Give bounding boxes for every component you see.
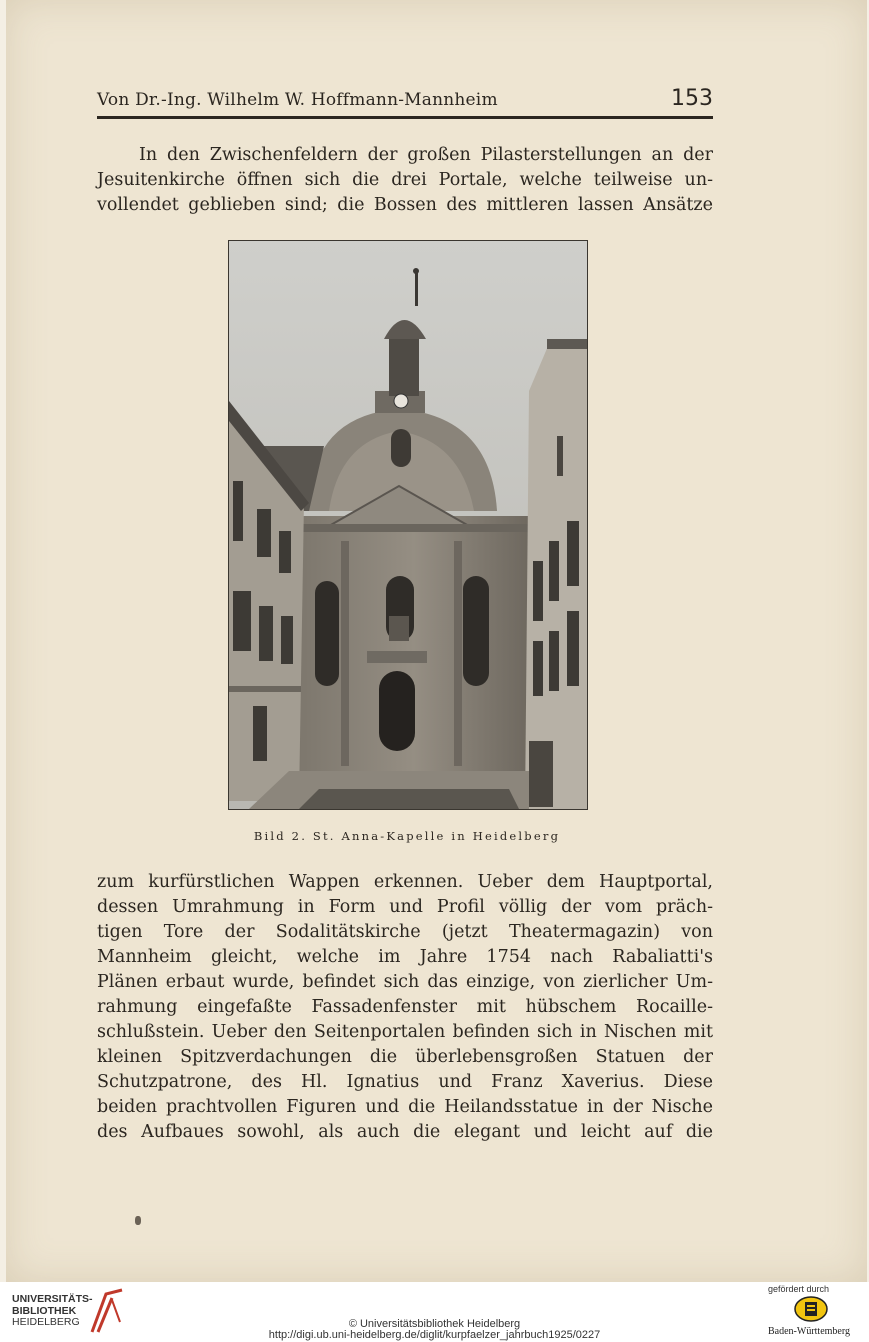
paragraph-2 bbox=[97, 870, 713, 1145]
text-line: Jesuitenkirche öffnen sich die drei Portale, welche teilweise un- bbox=[97, 170, 713, 190]
figure-caption: Bild 2. St. Anna-Kapelle in Heidelberg bbox=[253, 829, 561, 843]
running-header bbox=[97, 86, 713, 116]
photo-illustration bbox=[229, 241, 587, 809]
text-line: Schutzpatrone, des Hl. Ignatius und Franz Xaverius. Diese bbox=[97, 1072, 713, 1092]
header-rule bbox=[97, 116, 713, 119]
permalink[interactable]: http://digi.ub.uni-heidelberg.de/diglit/kurpfaelzer_jahrbuch1925/0227 bbox=[268, 1329, 601, 1341]
viewer-footer bbox=[0, 1282, 869, 1342]
page-number: 153 bbox=[671, 86, 713, 111]
funder-name[interactable]: Baden-Württemberg bbox=[768, 1326, 851, 1337]
text-line: rahmung eingefaßte Fassadenfenster mit hübschem Rocaille- bbox=[97, 997, 713, 1017]
text-line: dessen Umrahmung in Form und Profil völlig der vom präch- bbox=[97, 897, 713, 917]
text-line: vollendet geblieben sind; die Bossen des mittleren lassen Ansätze bbox=[97, 195, 713, 215]
funded-by-label: gefördert durch bbox=[768, 1284, 830, 1294]
text-line: Mannheim gleicht, welche im Jahre 1754 nach Rabaliatti's bbox=[97, 947, 713, 967]
library-logo-text[interactable]: UNIVERSITÄTS- BIBLIOTHEK HEIDELBERG bbox=[12, 1293, 93, 1328]
text-line: In den Zwischenfeldern der großen Pilasterstellungen an der bbox=[139, 145, 713, 165]
text-line: zum kurfürstlichen Wappen erkennen. Ueber dem Hauptportal, bbox=[97, 872, 713, 892]
copyright-notice: © Universitätsbibliothek Heidelberg bbox=[348, 1318, 521, 1330]
text-line: beiden prachtvollen Figuren und die Heilandsstatue in der Nische bbox=[97, 1097, 713, 1117]
text-line: kleinen Spitzverdachungen die überlebensgroßen Statuen der bbox=[97, 1047, 713, 1067]
text-line: des Aufbaues sowohl, als auch die elegant und leicht auf die bbox=[97, 1122, 713, 1142]
text-line: schlußstein. Ueber den Seitenportalen befinden sich in Nischen mit bbox=[97, 1022, 713, 1042]
church-photograph bbox=[228, 240, 588, 810]
text-line: tigen Tore der Sodalitätskirche (jetzt Theatermagazin) von bbox=[97, 922, 713, 942]
text-line: Plänen erbaut wurde, befindet sich das einzige, von zierlicher Um- bbox=[97, 972, 713, 992]
ink-speck bbox=[135, 1216, 141, 1225]
running-title: Von Dr.-Ing. Wilhelm W. Hoffmann-Mannheim bbox=[97, 90, 498, 110]
paragraph-1 bbox=[97, 143, 713, 218]
state-emblem-icon bbox=[794, 1296, 828, 1322]
